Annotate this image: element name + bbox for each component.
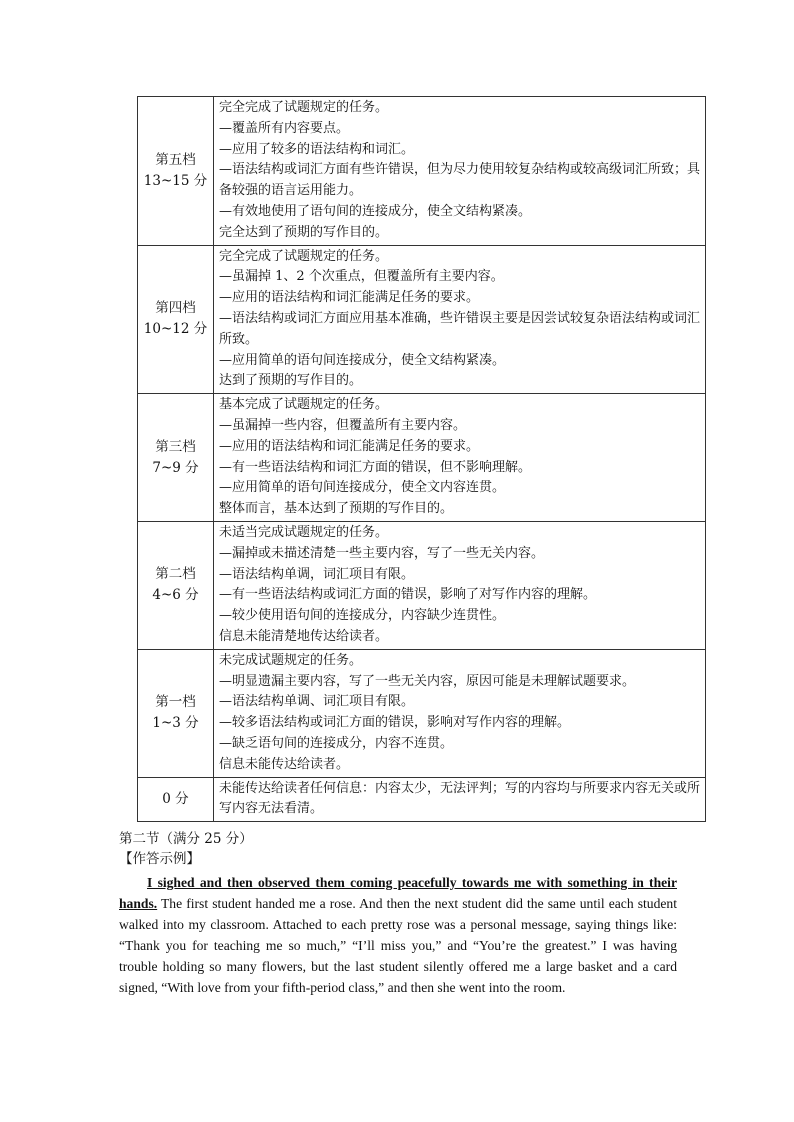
description-line: —虽漏掉一些内容，但覆盖所有主要内容。	[219, 417, 467, 433]
description-line: —有效地使用了语句间的连接成分，使全文结构紧凑。	[219, 203, 532, 219]
level-name: 第三档	[155, 438, 196, 455]
rubric-row-level-2	[138, 521, 706, 649]
description-line: —漏掉或未描述清楚一些主要内容，写了一些无关内容。	[219, 545, 545, 561]
description-line: 完全完成了试题规定的任务。	[219, 248, 389, 264]
description-cell	[214, 649, 706, 777]
description-line: 完全达到了预期的写作目的。	[219, 224, 389, 240]
description-line: —有一些语法结构和词汇方面的错误，但不影响理解。	[219, 459, 532, 475]
section-heading	[119, 829, 679, 869]
level-cell	[138, 777, 214, 822]
description-line: —应用简单的语句间连接成分，使全文结构紧凑。	[219, 352, 506, 368]
scoring-rubric-table	[137, 96, 706, 822]
description-cell	[214, 521, 706, 649]
description-line: —应用的语法结构和词汇能满足任务的要求。	[219, 438, 480, 454]
level-range: 7~9 分	[152, 459, 199, 476]
description-line: —虽漏掉 1、2 个次重点，但覆盖所有主要内容。	[219, 269, 504, 285]
description-line: —缺乏语句间的连接成分，内容不连贯。	[219, 735, 454, 751]
description-line: —有一些语法结构或词汇方面的错误，影响了对写作内容的理解。	[219, 587, 597, 603]
level-cell	[138, 97, 214, 246]
description-line: —应用简单的语句间连接成分，使全文内容连贯。	[219, 480, 506, 496]
level-name: 第一档	[155, 694, 196, 711]
description-line: 完全完成了试题规定的任务。	[219, 100, 389, 115]
description-cell	[214, 394, 706, 522]
description-line: —较多语法结构或词汇方面的错误，影响对写作内容的理解。	[219, 715, 571, 731]
level-cell	[138, 394, 214, 522]
description-line: —语法结构单调，词汇项目有限。	[219, 566, 415, 582]
rubric-row-level-1	[138, 649, 706, 777]
description-line: —应用了较多的语法结构和词汇。	[219, 141, 415, 157]
description-cell	[214, 97, 706, 246]
description-line: —明显遗漏主要内容，写了一些无关内容，原因可能是未理解试题要求。	[219, 673, 636, 689]
rubric-row-level-5	[138, 97, 706, 246]
rubric-row-level-3	[138, 394, 706, 522]
description-line: 信息未能传达给读者。	[219, 756, 350, 772]
essay-body: The first student handed me a rose. And then the next student did the same until each student walked into my classroom. Attached to each pretty rose was a personal message, saying things like: “Thank you for teaching me so much,” “I’ll miss you,” and “You’re the greatest.” I was having trouble holding so many flowers, but the last student silently offered me a large basket and a card signed, “With love from your fifth-period class,” and then she went into the room.	[119, 896, 677, 995]
description-line: 整体而言，基本达到了预期的写作目的。	[219, 501, 454, 517]
description-line: —语法结构或词汇方面有些许错误，但为尽力使用较复杂结构或较高级词汇所致；具备较强的语言运用能力。	[219, 162, 701, 199]
rubric-row-zero	[138, 777, 706, 822]
level-cell	[138, 245, 214, 394]
example-label: 【作答示例】	[119, 851, 200, 867]
level-name: 0 分	[162, 790, 189, 807]
level-name: 第二档	[155, 566, 196, 583]
level-name: 第五档	[155, 151, 196, 168]
description-line: —应用的语法结构和词汇能满足任务的要求。	[219, 290, 480, 306]
level-name: 第四档	[155, 300, 196, 317]
description-line: 信息未能清楚地传达给读者。	[219, 628, 389, 644]
essay-lead-sentence: I sighed and then observed them coming peacefully towards me with something in their hands.	[119, 875, 677, 911]
description-line: 未完成试题规定的任务。	[219, 652, 363, 668]
level-range: 13~15 分	[143, 172, 208, 189]
level-range: 10~12 分	[143, 321, 208, 338]
description-line: 未适当完成试题规定的任务。	[219, 524, 389, 540]
description-line: —覆盖所有内容要点。	[219, 120, 350, 136]
description-line: 达到了预期的写作目的。	[219, 373, 363, 389]
level-range: 1~3 分	[152, 715, 199, 732]
section-title: 第二节（满分 25 分）	[119, 831, 253, 847]
description-line: —语法结构或词汇方面应用基本准确，些许错误主要是因尝试较复杂语法结构或词汇所致。	[219, 310, 701, 347]
description-line: —语法结构单调、词汇项目有限。	[219, 694, 415, 710]
level-cell	[138, 649, 214, 777]
description-line: 基本完成了试题规定的任务。	[219, 397, 389, 413]
description-cell	[214, 777, 706, 822]
description-line: —较少使用语句间的连接成分，内容缺少连贯性。	[219, 608, 506, 624]
description-cell	[214, 245, 706, 394]
level-range: 4~6 分	[152, 587, 199, 604]
rubric-row-level-4	[138, 245, 706, 394]
level-cell	[138, 521, 214, 649]
description-line: 未能传达给读者任何信息：内容太少，无法评判；写的内容均与所要求内容无关或所写内容无法看清。	[219, 780, 701, 817]
sample-essay-paragraph	[119, 872, 677, 998]
